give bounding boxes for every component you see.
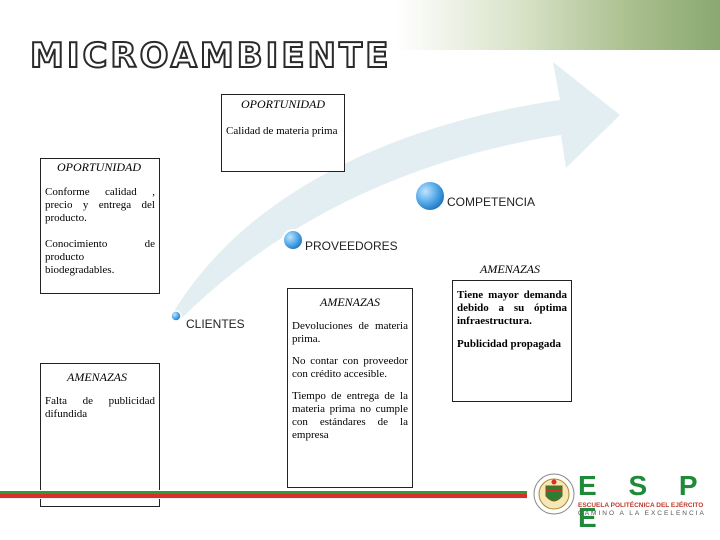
amenazas-left-text: Falta de publicidad difundida: [45, 395, 155, 420]
oportunidad-left-header: OPORTUNIDAD: [57, 160, 141, 174]
clientes-node: [171, 311, 181, 321]
page-title: MICROAMBIENTE: [30, 36, 392, 76]
oportunidad-left-item-1: Conforme calidad , precio y entrega del producto.: [45, 186, 155, 224]
amenazas-right-box: [452, 280, 572, 402]
competencia-node: [415, 181, 445, 211]
oportunidad-top-text: Calidad de materia prima: [226, 125, 338, 137]
amenazas-right-item-2: Publicidad propagada: [457, 338, 562, 350]
amenazas-right-header: AMENAZAS: [480, 262, 540, 276]
amenazas-center-box: [287, 288, 413, 488]
oportunidad-top-box: [221, 94, 345, 172]
clientes-label: CLIENTES: [186, 317, 245, 331]
espe-subtitle: ESCUELA POLITÉCNICA DEL EJÉRCITO: [578, 502, 704, 509]
amenazas-right-item-1: Tiene mayor demanda debido a su óptima infraestructura.: [457, 289, 567, 327]
amenazas-left-box: [40, 363, 160, 507]
amenazas-center-item-2: No contar con proveedor con crédito accesible.: [292, 355, 408, 380]
espe-logo: [533, 470, 713, 533]
oportunidad-left-box: [40, 158, 160, 294]
espe-crest-icon: [533, 472, 575, 516]
amenazas-left-header: AMENAZAS: [67, 370, 127, 384]
amenazas-center-item-1: Devoluciones de materia prima.: [292, 320, 408, 345]
proveedores-node: [283, 230, 303, 250]
amenazas-center-item-3: Tiempo de entrega de la materia prima no cumple con estándares de la empresa: [292, 390, 408, 441]
espe-motto: CAMINO A LA EXCELENCIA: [578, 510, 706, 517]
bottom-color-stripe: [0, 490, 527, 499]
oportunidad-top-header: OPORTUNIDAD: [241, 97, 325, 111]
competencia-label: COMPETENCIA: [447, 195, 536, 209]
proveedores-label: PROVEEDORES: [305, 239, 398, 253]
espe-name: E S P E: [578, 470, 710, 533]
amenazas-center-header: AMENAZAS: [320, 295, 380, 309]
oportunidad-left-item-2: Conocimiento de producto biodegradables.: [45, 238, 155, 276]
